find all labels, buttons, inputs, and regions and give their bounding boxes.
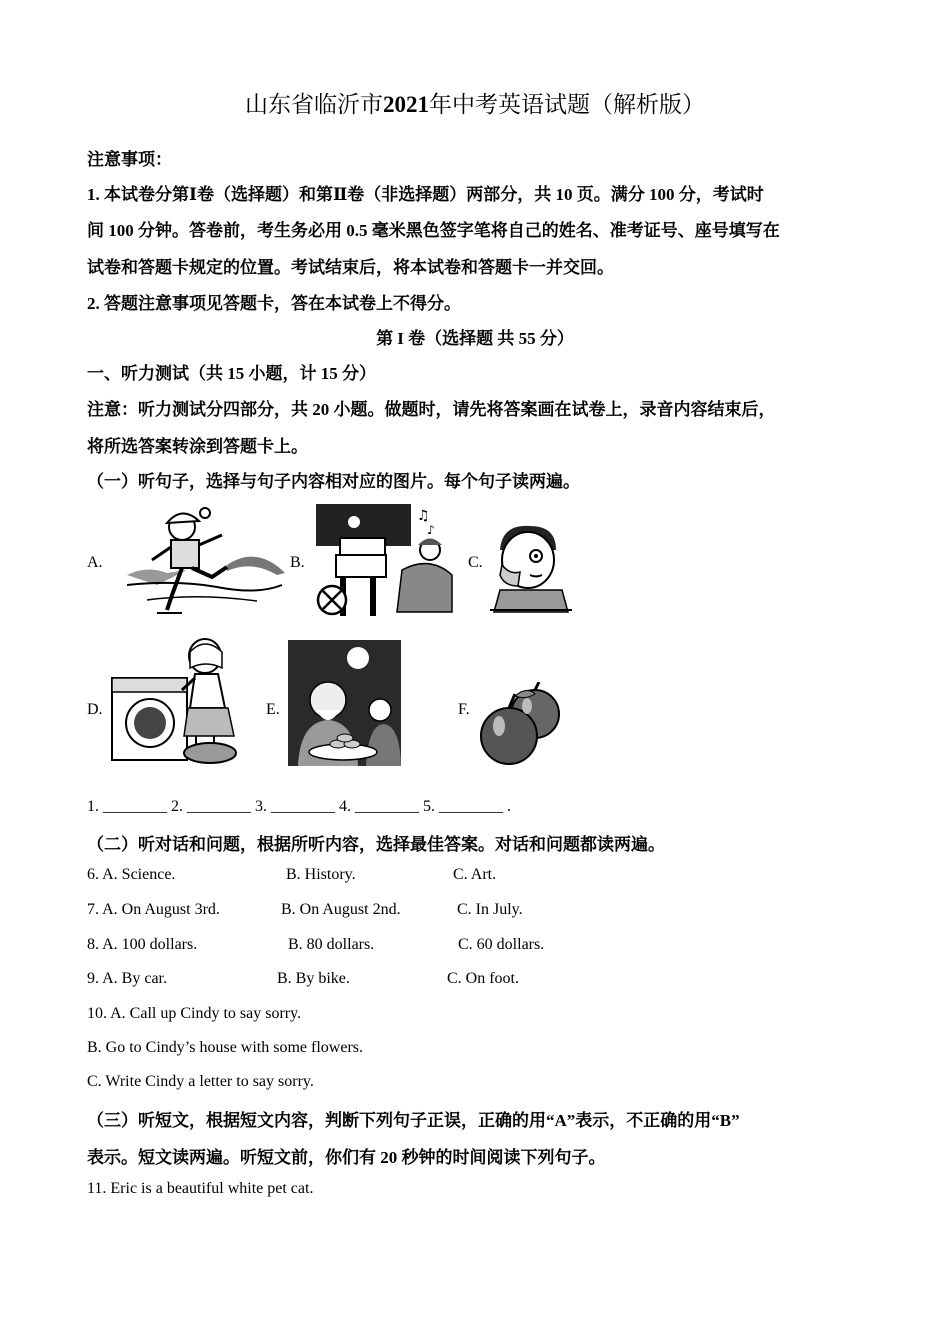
- apples-icon: [475, 682, 565, 768]
- q7-option-a: 7. A. On August 3rd.: [87, 901, 220, 918]
- washing-machine-girl-icon: [110, 638, 240, 766]
- q9-option-a: 9. A. By car.: [87, 970, 167, 987]
- mooncake-festival-icon: [288, 640, 401, 766]
- notice-item1-line2: 间 100 分钟。答卷前，考生务必用 0.5 毫米黑色签字笔将自己的姓名、准考证号、座号填写在: [87, 221, 780, 240]
- q9-option-c: C. On foot.: [447, 970, 519, 987]
- picture-label-d: D.: [87, 701, 103, 718]
- q8-option-b: B. 80 dollars.: [288, 936, 375, 953]
- q6-option-b: B. History.: [286, 866, 356, 883]
- q9-option-b: B. By bike.: [277, 970, 350, 987]
- q10-option-b: B. Go to Cindy’s house with some flowers.: [87, 1039, 363, 1056]
- picture-label-b: B.: [290, 554, 305, 571]
- notice-heading: 注意事项：: [87, 150, 172, 169]
- q8-option-a: 8. A. 100 dollars.: [87, 936, 198, 953]
- section1-note-line1: 注意：听力测试分四部分，共 20 小题。做题时，请先将答案画在试卷上，录音内容结束后，: [87, 400, 776, 419]
- q6-option-a: 6. A. Science.: [87, 866, 176, 883]
- q11-statement: 11. Eric is a beautiful white pet cat.: [87, 1180, 314, 1197]
- notice-item2: 2. 答题注意事项见答题卡，答在本试卷上不得分。: [87, 294, 461, 313]
- noisy-classroom-icon: [312, 500, 457, 618]
- notice-item1-line3: 试卷和答题卡规定的位置。考试结束后，将本试卷和答题卡一并交回。: [87, 258, 614, 277]
- q6-option-c: C. Art.: [453, 866, 497, 883]
- notice-item1-line1: 1. 本试卷分第Ⅰ卷（选择题）和第Ⅱ卷（非选择题）两部分，共 10 页。满分 100 分，考试时: [87, 185, 764, 204]
- section1-heading: 一、听力测试（共 15 小题，计 15 分）: [87, 364, 376, 383]
- q10-option-a: 10. A. Call up Cindy to say sorry.: [87, 1005, 302, 1022]
- page-title: 山东省临沂市2021年中考英语试题（解析版）: [245, 92, 705, 117]
- part1-heading: （一）听句子，选择与句子内容相对应的图片。每个句子读两遍。: [87, 472, 580, 491]
- ice-skating-boy-icon: [127, 505, 287, 620]
- picture-label-f: F.: [458, 701, 470, 718]
- picture-label-c: C.: [468, 554, 483, 571]
- picture-label-e: E.: [266, 701, 280, 718]
- part2-heading: （二）听对话和问题，根据所听内容，选择最佳答案。对话和问题都读两遍。: [87, 835, 665, 854]
- sick-boy-icon: [490, 520, 572, 616]
- part3-heading-line1: （三）听短文，根据短文内容，判断下列句子正误，正确的用“A”表示，不正确的用“B”: [87, 1111, 740, 1130]
- answer-blanks: 1. ________ 2. ________ 3. ________ 4. ________ 5. ________ .: [87, 798, 511, 815]
- q7-option-c: C. In July.: [457, 901, 523, 918]
- section1-note-line2: 将所选答案转涂到答题卡上。: [87, 437, 308, 456]
- volume1-heading: 第 I 卷（选择题 共 55 分）: [376, 329, 574, 348]
- svg-text:♪: ♪: [427, 523, 435, 537]
- part3-heading-line2: 表示。短文读两遍。听短文前，你们有 20 秒钟的时间阅读下列句子。: [87, 1148, 606, 1167]
- picture-label-a: A.: [87, 554, 103, 571]
- q7-option-b: B. On August 2nd.: [281, 901, 401, 918]
- svg-text:♫: ♫: [417, 508, 430, 524]
- q8-option-c: C. 60 dollars.: [458, 936, 545, 953]
- q10-option-c: C. Write Cindy a letter to say sorry.: [87, 1073, 314, 1090]
